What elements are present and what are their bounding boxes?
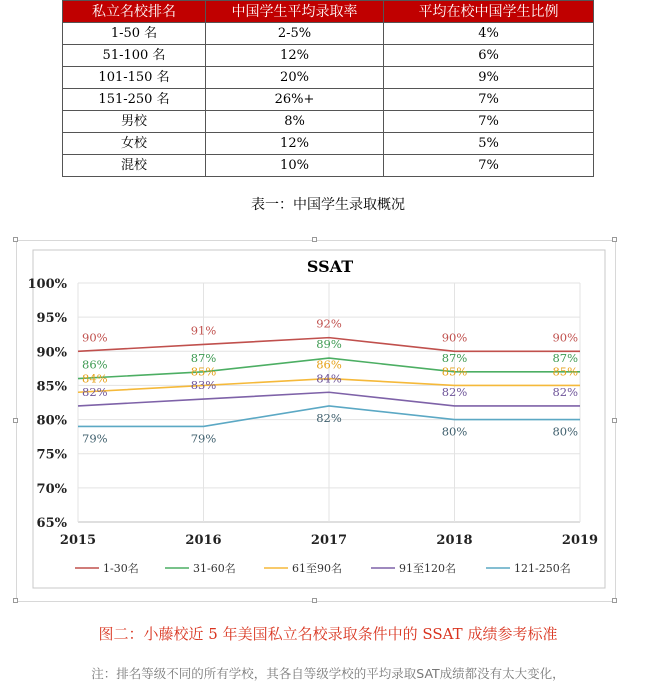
legend-label: 1-30名 — [103, 562, 139, 575]
header-admission-rate: 中国学生平均录取率 — [206, 1, 384, 23]
cell-rate: 2-5% — [206, 23, 384, 45]
cell-rate: 10% — [206, 155, 384, 177]
data-label: 87% — [441, 350, 468, 365]
y-tick-label: 80% — [36, 413, 67, 429]
chart-caption: 图二：小藤校近 5 年美国私立名校录取条件中的 SSAT 成绩参考标准 — [98, 625, 558, 643]
cell-rank: 男校 — [63, 111, 206, 133]
y-tick-label: 95% — [36, 311, 67, 327]
data-label: 80% — [552, 424, 578, 439]
data-label: 92% — [316, 316, 342, 331]
cell-ratio: 6% — [384, 45, 594, 67]
data-label: 79% — [82, 431, 108, 446]
data-label: 86% — [82, 357, 108, 372]
y-tick-label: 90% — [36, 345, 67, 361]
cell-rank: 51-100 名 — [63, 45, 206, 67]
data-label: 82% — [552, 384, 578, 399]
y-tick-label: 100% — [27, 277, 67, 292]
cell-ratio: 7% — [384, 111, 594, 133]
legend-label: 61至90名 — [292, 562, 342, 575]
data-label: 82% — [441, 384, 468, 399]
data-label: 90% — [552, 330, 578, 345]
cell-ratio: 4% — [384, 23, 594, 45]
cell-rank: 混校 — [63, 155, 206, 177]
cell-ratio: 7% — [384, 155, 594, 177]
y-tick-label: 85% — [36, 379, 67, 395]
data-label: 87% — [552, 350, 578, 365]
data-label: 82% — [316, 410, 342, 425]
header-student-ratio: 平均在校中国学生比例 — [384, 1, 594, 23]
data-label: 85% — [190, 364, 217, 379]
data-label: 83% — [190, 378, 217, 393]
cell-rank: 101-150 名 — [63, 67, 206, 89]
chart-title: SSAT — [306, 257, 354, 276]
data-label: 80% — [441, 424, 468, 439]
cell-rate: 26%+ — [206, 89, 384, 111]
cell-ratio: 9% — [384, 67, 594, 89]
cell-rank: 1-50 名 — [63, 23, 206, 45]
table-caption: 表一：中国学生录取概况 — [251, 197, 405, 213]
x-tick-label: 2015 — [59, 533, 97, 548]
data-label: 84% — [316, 371, 342, 386]
legend-label: 91至120名 — [399, 562, 456, 575]
legend-label: 31-60名 — [193, 562, 236, 575]
data-label: 91% — [190, 323, 217, 338]
cell-rate: 12% — [206, 133, 384, 155]
cell-rank: 151-250 名 — [63, 89, 206, 111]
x-tick-label: 2019 — [561, 533, 599, 548]
legend-label: 121-250名 — [514, 562, 571, 575]
data-label: 79% — [190, 431, 217, 446]
cell-rank: 女校 — [63, 133, 206, 155]
y-tick-label: 65% — [36, 516, 67, 531]
header-rank: 私立名校排名 — [63, 1, 206, 23]
y-tick-label: 70% — [36, 481, 67, 497]
cell-ratio: 5% — [384, 133, 594, 155]
data-label: 90% — [441, 330, 468, 345]
x-tick-label: 2016 — [185, 533, 222, 548]
cell-rate: 20% — [206, 67, 384, 89]
data-label: 84% — [82, 371, 108, 386]
data-label: 89% — [316, 337, 342, 352]
data-label: 82% — [82, 384, 108, 399]
data-label: 86% — [316, 357, 342, 372]
cell-rate: 12% — [206, 45, 384, 67]
data-label: 85% — [441, 364, 468, 379]
footnote: 注：排名等级不同的所有学校，其各自等级学校的平均录取SAT成绩都没有太大变化， — [91, 666, 565, 681]
data-label: 87% — [190, 350, 217, 365]
x-tick-label: 2017 — [310, 533, 348, 548]
cell-ratio: 7% — [384, 89, 594, 111]
data-label: 85% — [552, 364, 578, 379]
x-tick-label: 2018 — [436, 533, 473, 548]
cell-rate: 8% — [206, 111, 384, 133]
y-tick-label: 75% — [36, 447, 67, 463]
data-label: 90% — [82, 330, 108, 345]
